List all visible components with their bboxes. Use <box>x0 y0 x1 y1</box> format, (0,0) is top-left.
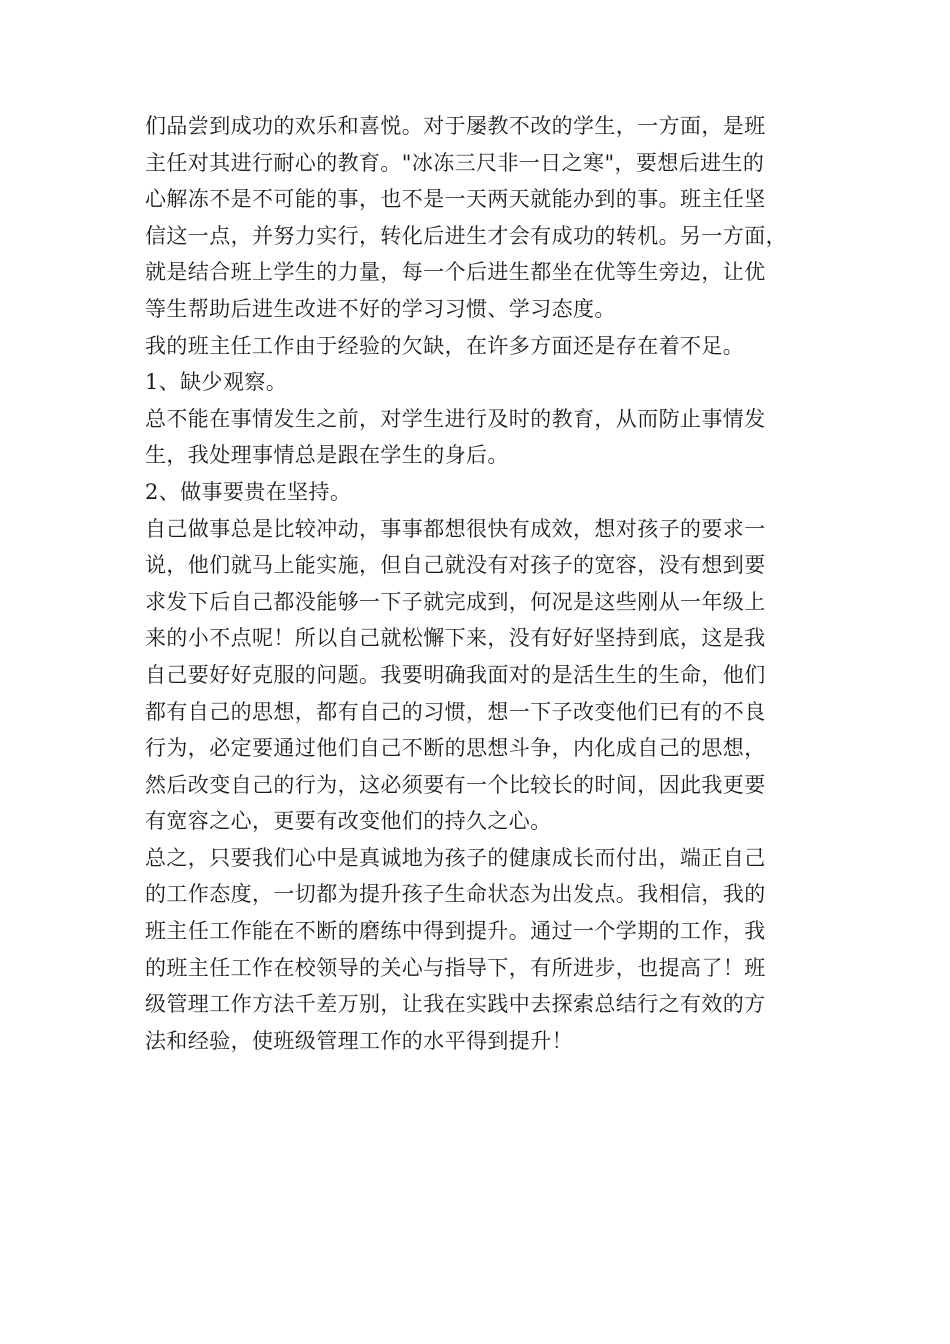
text-line: 有宽容之心，更要有改变他们的持久之心。 <box>145 809 552 834</box>
text-line: 主任对其进行耐心的教育。"冰冻三尺非一日之寒"，要想后进生的 <box>145 150 765 175</box>
text-line: 就是结合班上学生的力量，每一个后进生都坐在优等生旁边，让优 <box>145 260 766 285</box>
list-heading: 1、缺少观察。 <box>145 370 288 395</box>
text-line: 等生帮助后进生改进不好的学习习惯、学习态度。 <box>145 296 616 321</box>
text-line: 的班主任工作在校领导的关心与指导下，有所进步，也提高了！班 <box>145 955 766 980</box>
text-line: 求发下后自己都没能够一下子就完成到，何况是这些刚从一年级上 <box>145 589 766 614</box>
text-line: 的工作态度，一切都为提升孩子生命状态为出发点。我相信，我的 <box>145 882 766 907</box>
text-line: 然后改变自己的行为，这必须要有一个比较长的时间，因此我更要 <box>145 772 766 797</box>
list-heading: 2、做事要贵在坚持。 <box>145 479 352 504</box>
text-line: 心解冻不是不可能的事，也不是一天两天就能办到的事。班主任坚 <box>145 187 766 212</box>
text-line: 我的班主任工作由于经验的欠缺，在许多方面还是存在着不足。 <box>145 333 745 358</box>
text-line: 自己做事总是比较冲动，事事都想很快有成效，想对孩子的要求一 <box>145 516 766 541</box>
text-line: 班主任工作能在不断的磨练中得到提升。通过一个学期的工作，我 <box>145 919 766 944</box>
text-line: 法和经验，使班级管理工作的水平得到提升！ <box>145 1028 573 1053</box>
text-line: 生，我处理事情总是跟在学生的身后。 <box>145 443 509 468</box>
text-line: 总不能在事情发生之前，对学生进行及时的教育，从而防止事情发 <box>145 406 766 431</box>
text-line: 来的小不点呢！所以自己就松懈下来，没有好好坚持到底，这是我 <box>145 626 766 651</box>
text-line: 总之，只要我们心中是真诚地为孩子的健康成长而付出，端正自己 <box>145 845 766 870</box>
text-line: 级管理工作方法千差万别，让我在实践中去探索总结行之有效的方 <box>145 992 766 1017</box>
text-line: 都有自己的思想，都有自己的习惯，想一下子改变他们已有的不良 <box>145 699 766 724</box>
text-line: 信这一点，并努力实行，转化后进生才会有成功的转机。另一方面， <box>145 223 787 248</box>
text-line: 们品尝到成功的欢乐和喜悦。对于屡教不改的学生，一方面，是班 <box>145 114 766 138</box>
document-body <box>145 108 805 1059</box>
text-line: 行为，必定要通过他们自己不断的思想斗争，内化成自己的思想， <box>145 736 766 761</box>
text-line: 说，他们就马上能实施，但自己就没有对孩子的宽容，没有想到要 <box>145 553 766 578</box>
text-line: 自己要好好克服的问题。我要明确我面对的是活生生的生命，他们 <box>145 662 766 687</box>
